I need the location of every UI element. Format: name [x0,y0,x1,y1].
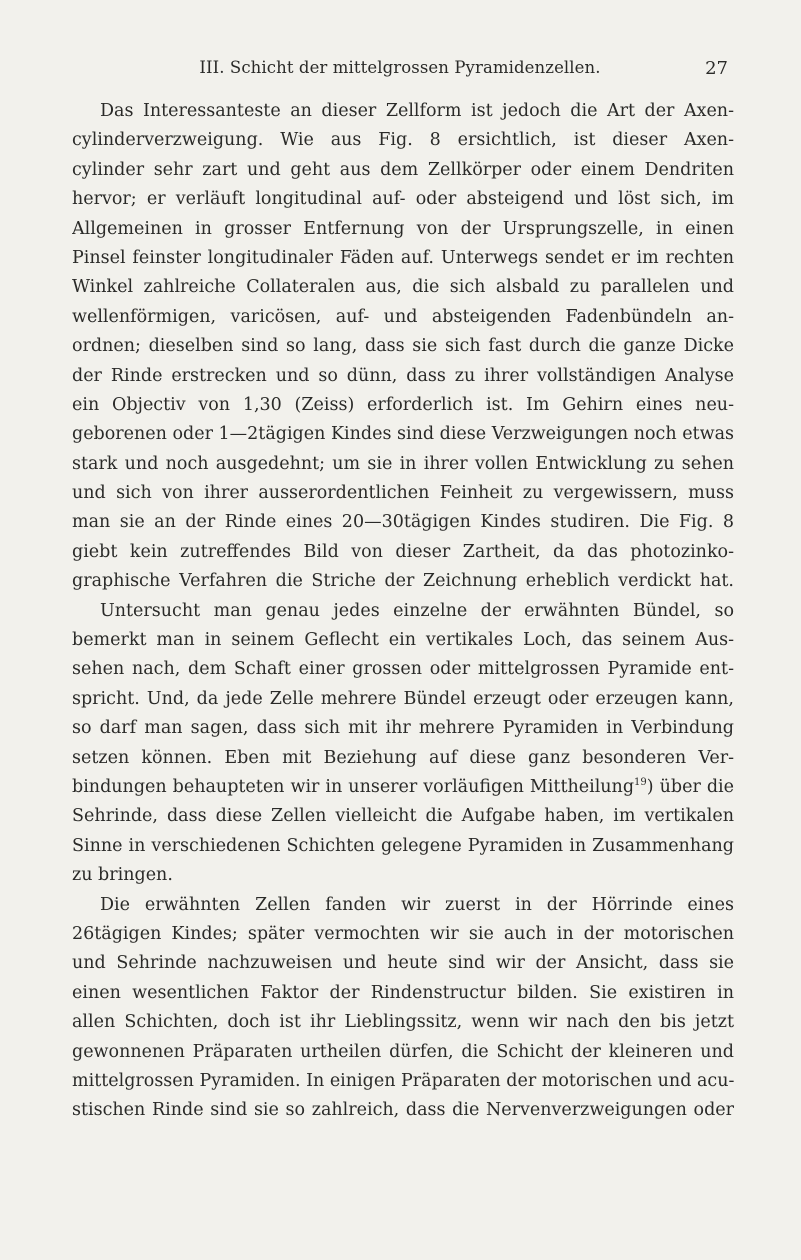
text-line: Sinne in verschiedenen Schichten gelegene Pyramiden in Zusammenhang [72,835,734,856]
text-line: spricht. Und, da jede Zelle mehrere Bündel erzeugt oder erzeugen kann, [72,688,734,709]
text-line: einen wesentlichen Faktor der Rindenstructur bilden. Sie existiren in [72,982,734,1003]
text-line: Untersucht man genau jedes einzelne der erwähnten Bündel, so [100,600,734,621]
text-line: allen Schichten, doch ist ihr Lieblingssitz, wenn wir nach den bis jetzt [72,1012,734,1033]
text-line: ein Objectiv von 1,30 (Zeiss) erforderlich ist. Im Gehirn eines neu- [72,394,734,415]
body-text [72,97,734,1126]
text-line: Pinsel feinster longitudinaler Fäden auf. Unterwegs sendet er im rechten [72,247,734,268]
text-line: cylinderverzweigung. Wie aus Fig. 8 ersichtlich, ist dieser Axen- [72,130,734,151]
text-line-continuation: ) über die [646,776,734,797]
running-header [72,58,728,84]
text-line: und sich von ihrer ausserordentlichen Feinheit zu vergewissern, muss [72,483,734,504]
text-line: setzen können. Eben mit Beziehung auf diese ganz besonderen Ver- [72,747,734,768]
text-line: Die erwähnten Zellen fanden wir zuerst in der Hörrinde eines [100,894,734,915]
text-line: gewonnenen Präparaten urtheilen dürfen, die Schicht der kleineren und [72,1041,734,1062]
text-line: 26tägigen Kindes; später vermochten wir sie auch in der motorischen [72,923,734,944]
text-line: sehen nach, dem Schaft einer grossen oder mittelgrossen Pyramide ent- [72,659,734,680]
footnote-reference[interactable]: 19 [634,777,647,789]
text-line: geborenen oder 1—2tägigen Kindes sind diese Verzweigungen noch etwas [72,424,734,445]
page-number: 27 [705,58,728,79]
text-line: Das Interessanteste an dieser Zellform ist jedoch die Art der Axen- [100,101,734,121]
text-line: bindungen behaupteten wir in unserer vorläufigen Mittheilung [72,776,635,797]
text-line-with-footnote [72,773,734,802]
text-line: graphische Verfahren die Striche der Zeichnung erheblich verdickt hat. [72,571,734,592]
text-line: cylinder sehr zart und geht aus dem Zellkörper oder einem Dendriten [72,159,734,180]
text-line: man sie an der Rinde eines 20—30tägigen Kindes studiren. Die Fig. 8 [72,512,734,533]
text-line: stischen Rinde sind sie so zahlreich, dass die Nervenverzweigungen oder [72,1100,734,1121]
text-line: stark und noch ausgedehnt; um sie in ihrer vollen Entwicklung zu sehen [72,453,734,474]
text-line: ordnen; dieselben sind so lang, dass sie sich fast durch die ganze Dicke [72,336,734,357]
text-line: so darf man sagen, dass sich mit ihr mehrere Pyramiden in Verbindung [72,718,734,739]
text-line: Allgemeinen in grosser Entfernung von der Ursprungszelle, in einen [72,218,734,239]
text-line: mittelgrossen Pyramiden. In einigen Präparaten der motorischen und acu- [72,1070,734,1091]
text-line: Sehrinde, dass diese Zellen vielleicht die Aufgabe haben, im vertikalen [72,806,734,827]
text-line: hervor; er verläuft longitudinal auf- oder absteigend und löst sich, im [72,189,734,210]
text-line: zu bringen. [72,865,173,886]
text-line: und Sehrinde nachzuweisen und heute sind wir der Ansicht, dass sie [72,953,734,974]
text-line: wellenförmigen, varicösen, auf- und absteigenden Fadenbündeln an- [72,306,734,327]
chapter-title: III. Schicht der mittelgrossen Pyramidenzellen. [199,58,601,77]
text-line: Winkel zahlreiche Collateralen aus, die sich alsbald zu parallelen und [72,277,734,298]
text-line: der Rinde erstrecken und so dünn, dass zu ihrer vollständigen Analyse [72,365,734,386]
text-line: bemerkt man in seinem Geflecht ein vertikales Loch, das seinem Aus- [72,630,734,651]
text-line: giebt kein zutreffendes Bild von dieser Zartheit, da das photozinko- [72,541,734,562]
